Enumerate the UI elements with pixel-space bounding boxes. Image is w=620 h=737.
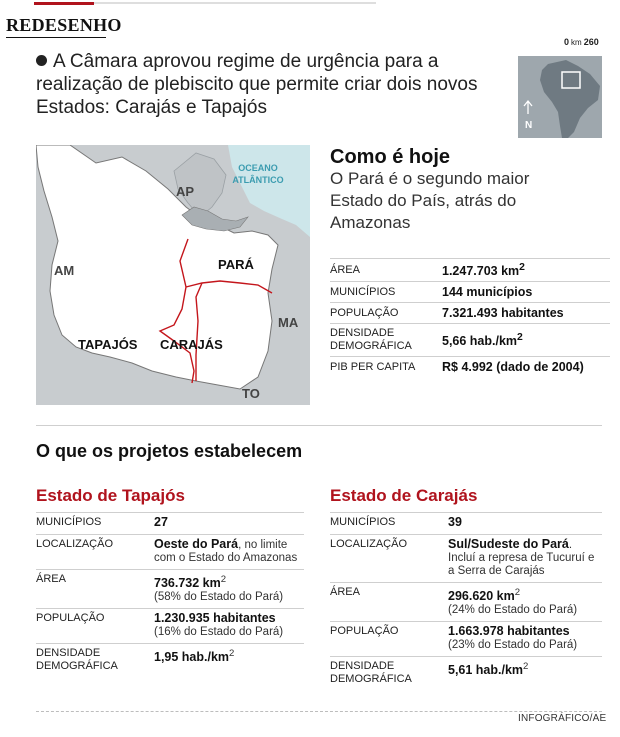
north-label: N xyxy=(525,120,533,131)
como-e-hoje-description: O Pará é o segundo maior Estado do País, atrás do Amazonas xyxy=(330,169,530,232)
row-label: POPULAÇÃO xyxy=(330,621,448,656)
ocean-label-2: ATLÂNTICO xyxy=(232,175,284,185)
row-value: 27 xyxy=(154,513,304,535)
tapajos-label: TAPAJÓS xyxy=(78,337,138,352)
intro-label: A Câmara aprovou regime de urgência para a realização de plebiscito que permite criar dois novos Estados: Carajás e Tapajós xyxy=(36,51,478,118)
row-value: Sul/Sudeste do Pará. Incluí a represa de Tucuruí e a Serra de Carajás xyxy=(448,535,602,583)
table-row xyxy=(36,608,304,643)
row-label: ÁREA xyxy=(36,570,154,609)
bottom-divider xyxy=(36,711,602,712)
tapajos-table xyxy=(36,512,304,677)
table-row xyxy=(330,282,610,303)
row-label: MUNICÍPIOS xyxy=(330,513,448,535)
table-row xyxy=(36,643,304,677)
stat-value: R$ 4.992 (dado de 2004) xyxy=(442,357,610,378)
stat-label: MUNICÍPIOS xyxy=(330,282,442,303)
intro-text xyxy=(36,50,496,119)
ocean-label: OCEANO xyxy=(238,163,278,173)
row-label: LOCALIZAÇÃO xyxy=(330,535,448,583)
divider xyxy=(36,425,602,426)
stat-label: ÁREA xyxy=(330,259,442,282)
row-value: 1.230.935 habitantes (16% do Estado do Pará) xyxy=(154,608,304,643)
ap-label: AP xyxy=(176,184,195,199)
row-value: 5,61 $hab./km^2$ xyxy=(448,656,602,690)
ma-label: MA xyxy=(278,315,299,330)
row-value: 296.620 $km^2$ (24% do Estado do Pará) xyxy=(448,583,602,622)
carajas-table xyxy=(330,512,602,690)
table-row xyxy=(330,621,602,656)
table-row xyxy=(330,535,602,583)
scale-start: 0 xyxy=(564,37,570,47)
table-row xyxy=(330,324,610,357)
credit-label: INFOGRÁFICO/AE xyxy=(518,713,607,724)
table-row xyxy=(330,259,610,282)
table-row xyxy=(36,535,304,570)
table-row xyxy=(330,656,602,690)
row-value: Oeste do Pará, no limite com o Estado do Amazonas xyxy=(154,535,304,570)
stat-label: PIB PER CAPITA xyxy=(330,357,442,378)
stat-label: POPULAÇÃO xyxy=(330,303,442,324)
carajas-title: Estado de Carajás xyxy=(330,486,478,505)
table-row xyxy=(330,513,602,535)
table-row xyxy=(36,513,304,535)
section-underline xyxy=(6,37,106,38)
row-value: 1.663.978 habitantes (23% do Estado do Pará) xyxy=(448,621,602,656)
stat-value: 144 municípios xyxy=(442,282,610,303)
row-value: 39 xyxy=(448,513,602,535)
row-value: 736.732 $km^2$ (58% do Estado do Pará) xyxy=(154,570,304,609)
table-row xyxy=(36,570,304,609)
row-label: DENSIDADE DEMOGRÁFICA xyxy=(36,643,154,677)
tapajos-title: Estado de Tapajós xyxy=(36,486,185,505)
row-value: 1,95 $hab./km^2$ xyxy=(154,643,304,677)
locator-map xyxy=(518,56,602,138)
projects-title: O que os projetos estabelecem xyxy=(36,441,303,461)
para-stats-table xyxy=(330,258,610,377)
am-label: AM xyxy=(54,263,75,278)
stat-value: 5,66 $hab./km^2$ xyxy=(442,324,610,357)
row-label: ÁREA xyxy=(330,583,448,622)
section-title: REDESENHO xyxy=(6,15,122,35)
row-label: MUNICÍPIOS xyxy=(36,513,154,535)
scale-unit: km xyxy=(571,38,582,47)
top-rule-accent xyxy=(34,2,94,5)
para-label: PARÁ xyxy=(218,257,254,272)
table-row xyxy=(330,357,610,378)
to-label: TO xyxy=(242,386,260,401)
row-label: DENSIDADE DEMOGRÁFICA xyxy=(330,656,448,690)
como-e-hoje-title: Como é hoje xyxy=(330,146,451,168)
carajas-label: CARAJÁS xyxy=(160,337,223,352)
row-label: LOCALIZAÇÃO xyxy=(36,535,154,570)
table-row xyxy=(330,583,602,622)
bullet-icon xyxy=(36,55,47,66)
stat-value: 7.321.493 habitantes xyxy=(442,303,610,324)
stat-label: DENSIDADE DEMOGRÁFICA xyxy=(330,324,442,357)
scale-end: 260 xyxy=(583,37,599,47)
table-row xyxy=(330,303,610,324)
scale-bar xyxy=(564,37,599,47)
para-map xyxy=(36,145,310,405)
stat-value: 1.247.703 $km^2$ xyxy=(442,259,610,282)
row-label: POPULAÇÃO xyxy=(36,608,154,643)
